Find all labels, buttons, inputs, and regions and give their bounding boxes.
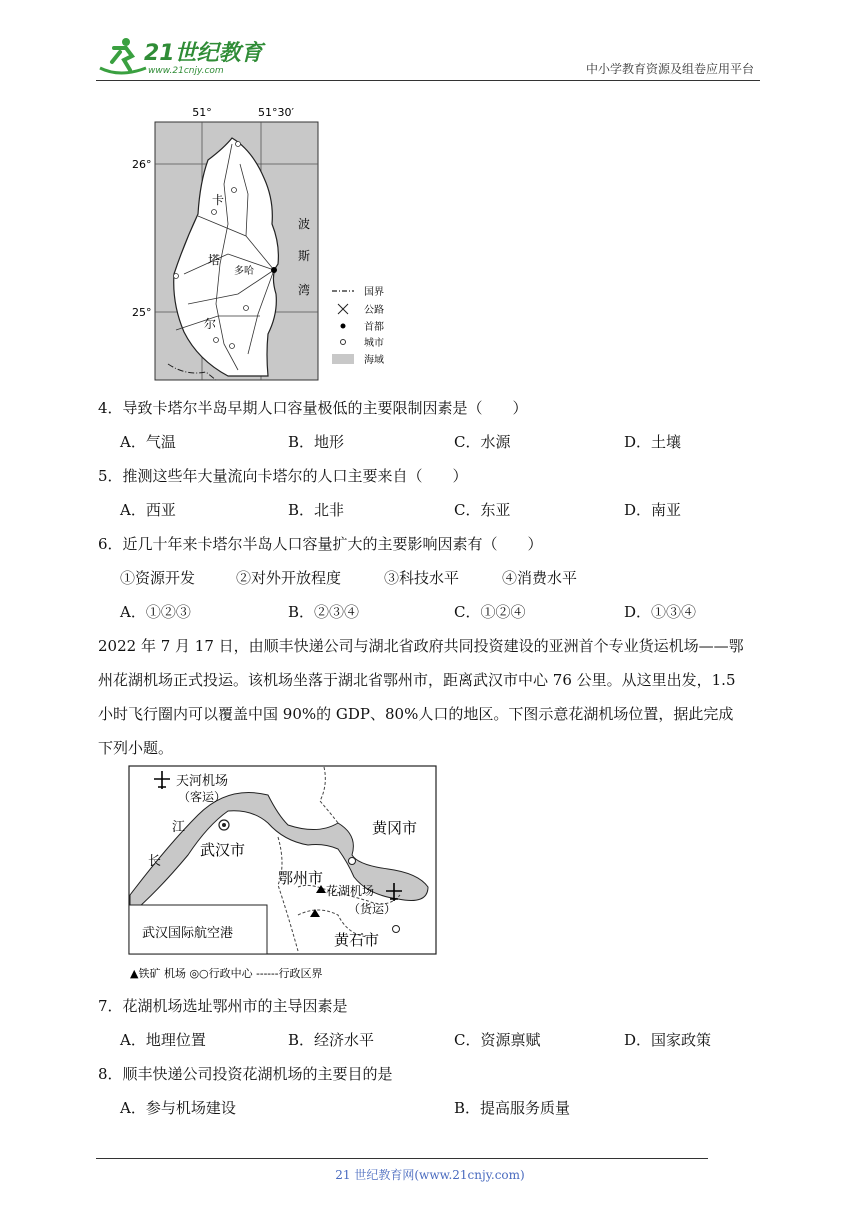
svg-text:鄂州市: 鄂州市 bbox=[278, 869, 324, 887]
svg-text:武汉市: 武汉市 bbox=[200, 841, 246, 859]
huahu-airport-map bbox=[128, 765, 438, 983]
svg-text:波: 波 bbox=[298, 217, 311, 231]
svg-text:长: 长 bbox=[148, 854, 162, 869]
q7-option-c[interactable]: C．资源禀赋 bbox=[454, 1031, 541, 1049]
svg-text:26°: 26° bbox=[132, 158, 152, 171]
q7-option-b[interactable]: B．经济水平 bbox=[288, 1031, 375, 1049]
question-6-stem: 6．近几十年来卡塔尔半岛人口容量扩大的主要影响因素有（ ） bbox=[98, 535, 543, 553]
passage-line: 州花湖机场正式投运。该机场坐落于湖北省鄂州市，距离武汉市中心 76 公里。从这里出发，1.5 bbox=[98, 671, 736, 689]
svg-text:51°30′: 51°30′ bbox=[258, 106, 294, 119]
q6-option-a[interactable]: A．①②③ bbox=[120, 603, 191, 621]
svg-text:卡: 卡 bbox=[212, 193, 225, 207]
q5-option-c[interactable]: C．东亚 bbox=[454, 501, 511, 519]
header-platform-text: 中小学教育资源及组卷应用平台 bbox=[585, 62, 754, 76]
svg-text:塔: 塔 bbox=[208, 253, 221, 267]
svg-text:江: 江 bbox=[172, 820, 186, 835]
q5-option-d[interactable]: D．南亚 bbox=[624, 501, 682, 519]
capital-label: 多哈 bbox=[234, 266, 254, 277]
q6-option-c[interactable]: C．①②④ bbox=[454, 603, 526, 621]
svg-text:（货运）: （货运） bbox=[348, 902, 397, 916]
question-4-stem: 4．导致卡塔尔半岛早期人口容量极低的主要限制因素是（ ） bbox=[98, 399, 528, 417]
q7-option-d[interactable]: D．国家政策 bbox=[624, 1031, 712, 1049]
question-8-stem: 8．顺丰快递公司投资花湖机场的主要目的是 bbox=[98, 1065, 393, 1083]
passage-line: 下列小题。 bbox=[98, 739, 174, 757]
q4-option-b[interactable]: B．地形 bbox=[288, 433, 345, 451]
q6-item-2: ②对外开放程度 bbox=[236, 569, 342, 587]
question-5-stem: 5．推测这些年大量流向卡塔尔的人口主要来自（ ） bbox=[98, 467, 468, 485]
capital-dot bbox=[271, 267, 277, 273]
svg-text:天河机场: 天河机场 bbox=[176, 774, 229, 789]
passage-line: 2022 年 7 月 17 日，由顺丰快递公司与湖北省政府共同投资建设的亚洲首个专业货运机场——鄂 bbox=[98, 637, 744, 655]
svg-text:武汉国际航空港: 武汉国际航空港 bbox=[142, 926, 234, 941]
q6-item-3: ③科技水平 bbox=[384, 569, 460, 587]
svg-text:（客运）: （客运） bbox=[178, 790, 227, 804]
logo-text: 21世纪教育 bbox=[144, 41, 263, 66]
footer-divider bbox=[96, 1158, 708, 1159]
svg-text:斯: 斯 bbox=[298, 249, 311, 263]
q6-item-1: ①资源开发 bbox=[120, 569, 196, 587]
svg-text:花湖机场: 花湖机场 bbox=[326, 884, 375, 898]
q4-option-a[interactable]: A．气温 bbox=[120, 433, 176, 451]
q8-option-b[interactable]: B．提高服务质量 bbox=[454, 1099, 571, 1117]
passage-line: 小时飞行圈内可以覆盖中国 90%的 GDP、80%人口的地区。下图示意花湖机场位置，据此完成 bbox=[98, 705, 734, 723]
svg-text:51°: 51° bbox=[192, 106, 212, 119]
q4-option-d[interactable]: D．土壤 bbox=[624, 433, 682, 451]
page-header bbox=[96, 34, 760, 81]
q5-option-b[interactable]: B．北非 bbox=[288, 501, 345, 519]
footer-link[interactable]: 21 世纪教育网(www.21cnjy.com) bbox=[335, 1168, 525, 1182]
qatar-map bbox=[128, 104, 428, 384]
q4-option-c[interactable]: C．水源 bbox=[454, 433, 511, 451]
svg-text:公路: 公路 bbox=[364, 305, 384, 316]
q6-option-b[interactable]: B．②③④ bbox=[288, 603, 360, 621]
q6-item-4: ④消费水平 bbox=[502, 569, 578, 587]
site-logo bbox=[96, 34, 266, 78]
q5-option-a[interactable]: A．西亚 bbox=[120, 501, 176, 519]
svg-text:黄冈市: 黄冈市 bbox=[372, 819, 418, 837]
runner-icon bbox=[100, 38, 146, 73]
svg-text:海域: 海域 bbox=[364, 355, 384, 366]
question-7-stem: 7．花湖机场选址鄂州市的主导因素是 bbox=[98, 997, 348, 1015]
map2-legend: ▲铁矿 机场 ◎○行政中心 ------行政区界 bbox=[130, 967, 323, 980]
svg-text:首都: 首都 bbox=[364, 322, 384, 333]
svg-text:25°: 25° bbox=[132, 306, 152, 319]
svg-text:城市: 城市 bbox=[364, 338, 384, 349]
logo-url: www.21cnjy.com bbox=[148, 66, 224, 76]
q8-option-a[interactable]: A．参与机场建设 bbox=[120, 1099, 236, 1117]
svg-text:湾: 湾 bbox=[298, 283, 311, 297]
svg-text:国界: 国界 bbox=[364, 287, 384, 298]
q6-option-d[interactable]: D．①③④ bbox=[624, 603, 697, 621]
q7-option-a[interactable]: A．地理位置 bbox=[120, 1031, 206, 1049]
svg-text:黄石市: 黄石市 bbox=[334, 931, 380, 949]
svg-text:尔: 尔 bbox=[204, 317, 217, 331]
